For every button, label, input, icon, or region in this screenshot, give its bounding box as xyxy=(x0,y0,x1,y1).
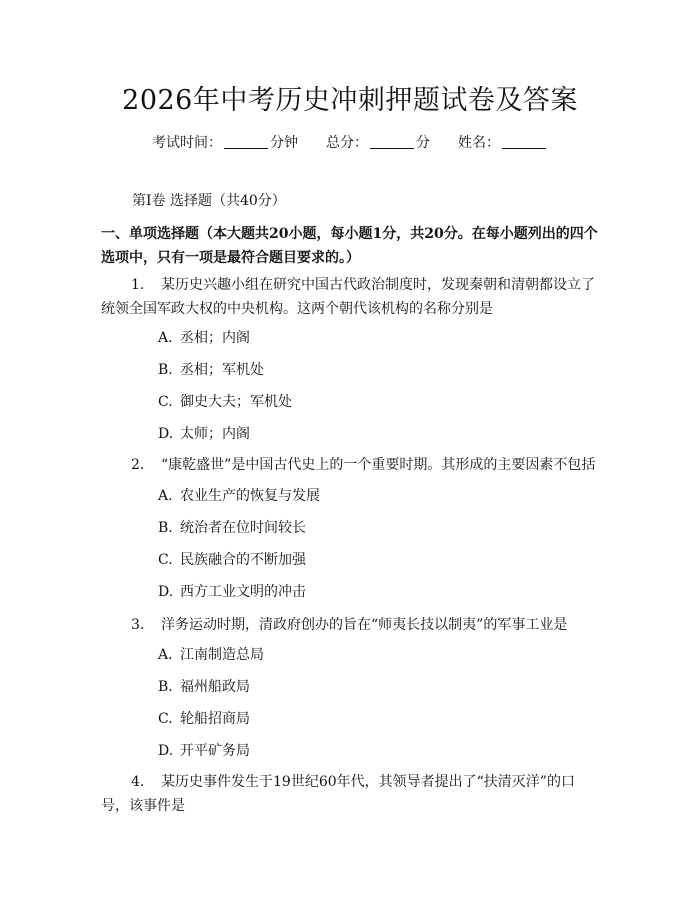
question-text: “康乾盛世”是中国古代史上的一个重要时期。其形成的主要因素不包括 xyxy=(161,457,596,473)
option-letter: C. xyxy=(158,552,173,568)
name-label: 姓名： xyxy=(458,135,500,151)
option-letter: B. xyxy=(158,679,173,695)
option-2c[interactable] xyxy=(158,550,306,570)
option-letter: D. xyxy=(158,584,174,600)
option-2d[interactable] xyxy=(158,582,306,602)
time-label: 考试时间： xyxy=(152,135,222,151)
question-1 xyxy=(101,273,601,321)
option-3a[interactable] xyxy=(158,645,264,665)
option-1d[interactable] xyxy=(158,424,250,444)
option-text: 开平矿务局 xyxy=(180,743,250,759)
score-field xyxy=(326,135,430,151)
option-1b[interactable] xyxy=(158,360,264,380)
option-letter: A. xyxy=(158,647,173,663)
option-letter: B. xyxy=(158,520,173,536)
time-blank[interactable] xyxy=(224,134,268,149)
option-2b[interactable] xyxy=(158,518,306,538)
option-text: 太师；内阁 xyxy=(180,426,250,442)
option-text: 丞相；军机处 xyxy=(180,362,264,378)
option-text: 民族融合的不断加强 xyxy=(180,552,306,568)
question-number: 3. xyxy=(131,617,145,633)
option-letter: A. xyxy=(158,488,173,504)
option-letter: A. xyxy=(158,330,173,346)
exam-title: 2026年中考历史冲刺押题试卷及答案 xyxy=(122,85,578,116)
option-2a[interactable] xyxy=(158,486,320,506)
score-label: 总分： xyxy=(326,135,368,151)
time-unit: 分钟 xyxy=(270,135,298,151)
option-letter: D. xyxy=(158,743,174,759)
question-text: 某历史兴趣小组在研究中国古代政治制度时，发现秦朝和清朝都设立了统领全国军政大权的中央机构。这两个朝代该机构的名称分别是 xyxy=(101,277,595,317)
question-2 xyxy=(101,453,601,477)
option-3d[interactable] xyxy=(158,741,250,761)
option-letter: B. xyxy=(158,362,173,378)
option-text: 江南制造总局 xyxy=(180,647,264,663)
name-field xyxy=(458,135,548,151)
question-text: 洋务运动时期，清政府创办的旨在“师夷长技以制夷”的军事工业是 xyxy=(161,617,568,633)
volume-title: 第Ⅰ卷 选择题（共40分） xyxy=(132,193,286,209)
score-blank[interactable] xyxy=(370,134,414,149)
option-3c[interactable] xyxy=(158,709,250,729)
score-unit: 分 xyxy=(416,135,430,151)
option-text: 农业生产的恢复与发展 xyxy=(180,488,320,504)
option-text: 轮船招商局 xyxy=(180,711,250,727)
option-3b[interactable] xyxy=(158,677,250,697)
question-number: 4. xyxy=(131,774,145,790)
option-letter: C. xyxy=(158,394,173,410)
option-text: 御史大夫；军机处 xyxy=(180,394,292,410)
option-1c[interactable] xyxy=(158,392,292,412)
section-title: 一、单项选择题（本大题共20小题，每小题1分，共20分。在每小题列出的四个选项中，只有一项是最符合题目要求的。） xyxy=(101,226,598,266)
option-letter: D. xyxy=(158,426,174,442)
option-text: 福州船政局 xyxy=(180,679,250,695)
question-4 xyxy=(101,770,601,818)
name-blank[interactable] xyxy=(502,134,546,149)
question-text: 某历史事件发生于19世纪60年代，其领导者提出了“扶清灭洋”的口号，该事件是 xyxy=(101,774,575,814)
option-text: 西方工业文明的冲击 xyxy=(180,584,306,600)
option-text: 丞相；内阁 xyxy=(180,330,250,346)
question-3 xyxy=(101,613,601,637)
exam-info-line xyxy=(0,132,700,152)
time-field xyxy=(152,135,298,151)
question-number: 2. xyxy=(131,457,145,473)
option-1a[interactable] xyxy=(158,328,250,348)
option-text: 统治者在位时间较长 xyxy=(180,520,306,536)
question-number: 1. xyxy=(131,277,145,293)
option-letter: C. xyxy=(158,711,173,727)
